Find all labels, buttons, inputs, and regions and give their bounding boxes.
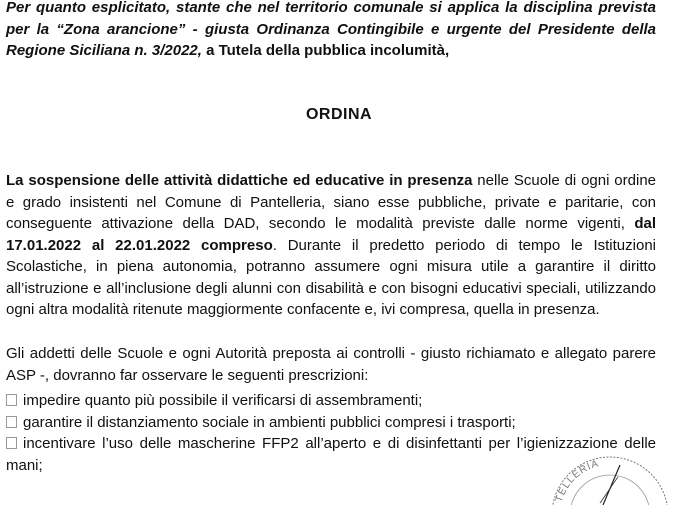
list-item-text: garantire il distanziamento sociale in ambienti pubblici compresi i trasporti;	[23, 413, 516, 431]
ordina-heading: ORDINA	[305, 106, 373, 123]
intro-paragraph	[6, 0, 656, 62]
svg-text:TELLERIA	[554, 458, 600, 503]
checkbox-icon	[6, 394, 17, 406]
list-item	[6, 390, 656, 412]
list-item	[6, 412, 656, 434]
intro-italic-text: Per quanto esplicitato, stante che nel territorio comunale si applica la disciplina prevista per la “Zona arancione” - giusta Ordinanza Contingibile e urgente del Presidente della Regione Siciliana n. 3/2022,	[6, 0, 656, 59]
checkbox-icon	[6, 437, 17, 449]
checkbox-icon	[6, 416, 17, 428]
suspension-text-continued: . Durante il predetto periodo di tempo le Istituzioni Scolastiche, in piena autonomia, potranno assumere ogni misura utile a garantire il diritto all’istruzione e all’inclusione degli alunni con disabilità e con bisogni educativi speciali, utilizzando ogni altra modalità ritenute maggiormente confacente e, ivi compresa, quella in presenza.	[6, 236, 656, 318]
prescriptions-intro: Gli addetti delle Scuole e ogni Autorità preposta ai controlli - giusto richiamato e allegato parere ASP -, dovranno far osservare le seguenti prescrizioni:	[6, 345, 656, 384]
suspension-bold-lead: La sospensione delle attività didattiche ed educative in presenza	[6, 172, 473, 189]
seal-text: TELLERIA	[553, 458, 601, 504]
list-item-text: incentivare l’uso delle mascherine FFP2 all’aperto e di disinfettanti per l’igienizzazione delle mani;	[6, 435, 656, 474]
intro-bold-text: a Tutela della pubblica incolumità,	[201, 42, 450, 59]
suspension-dates: dal 17.01.2022 al 22.01.2022 compreso	[6, 215, 656, 254]
official-stamp-seal	[548, 455, 668, 505]
suspension-paragraph	[6, 170, 656, 321]
suspension-text: nelle Scuole di ogni ordine e grado insistenti nel Comune di Pantelleria, siano esse pubbliche, private e paritarie, con conseguente attivazione della DAD, secondo le modalità previste dalle norme vigenti,	[6, 172, 656, 232]
list-item-text: impedire quanto più possibile il verificarsi di assembramenti;	[23, 392, 423, 409]
